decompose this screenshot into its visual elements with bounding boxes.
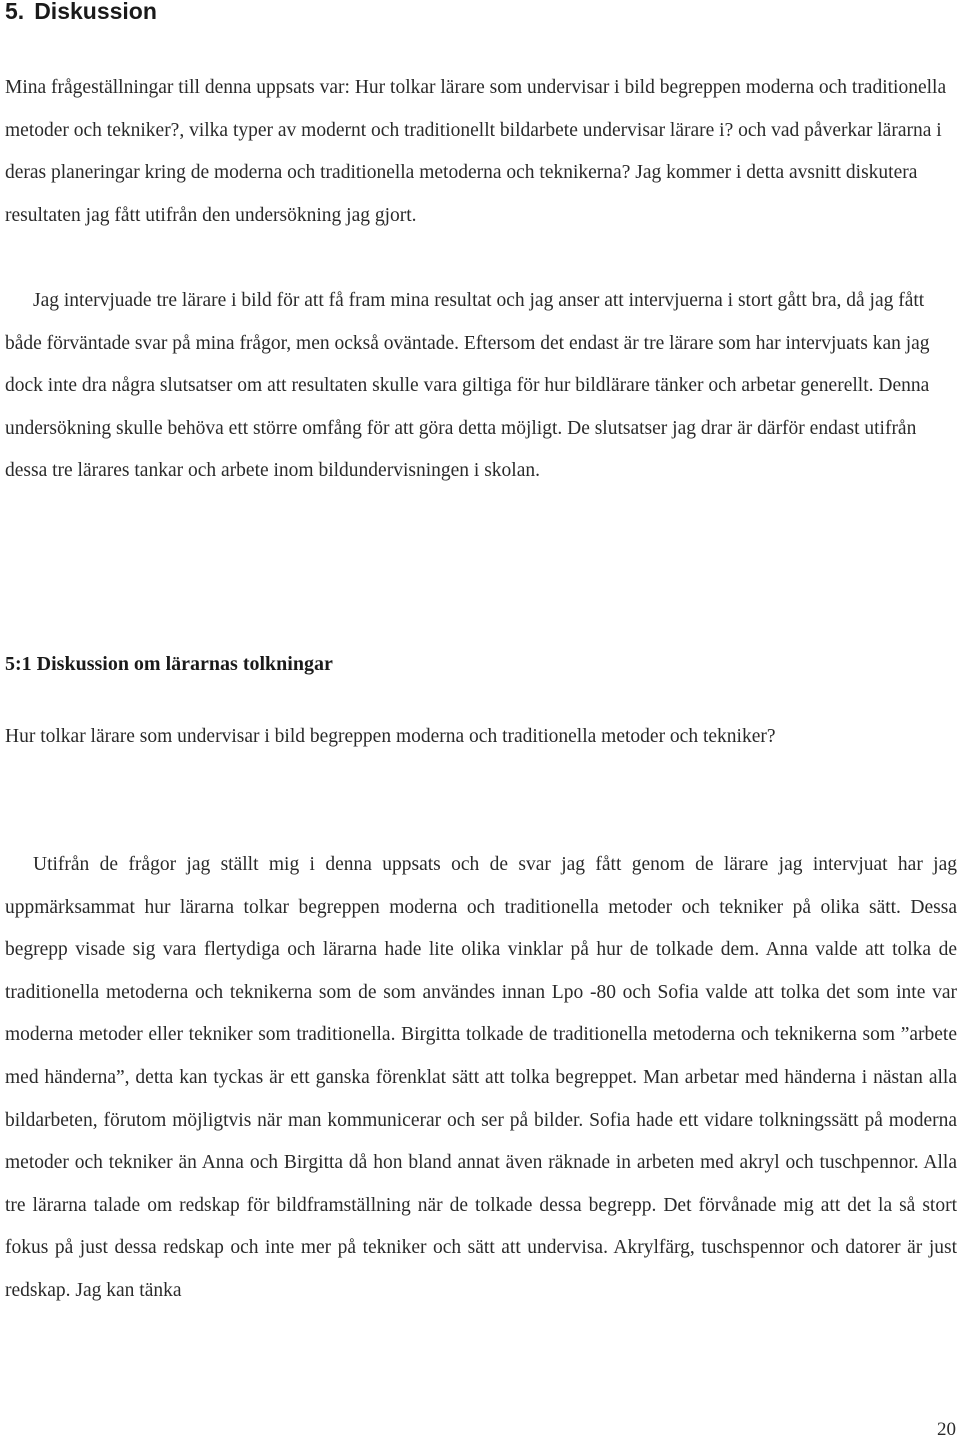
research-question: Hur tolkar lärare som undervisar i bild begreppen moderna och traditionella metoder och tekniker? (5, 726, 776, 747)
chapter-heading (5, 0, 957, 24)
chapter-title: Diskussion (34, 0, 157, 24)
document-page (5, 0, 957, 1301)
page-number: 20 (937, 1419, 956, 1440)
method-paragraph: Jag intervjuade tre lärare i bild för att få fram mina resultat och jag anser att intervjuerna i stort gått bra, då jag fått både förväntade svar på mina frågor, men också oväntade. Eftersom det endast är tre lärare som har intervjuats kan jag dock inte dra några slutsatser om att resultaten skulle vara giltiga för hur bildlärare tänker och arbetar generellt. Denna undersökning skulle behöva ett större omfång för att göra detta möjligt. De slutsatser jag drar är därför endast utifrån dessa tre lärares tankar och arbete inom bildundervisningen i skolan. (5, 290, 930, 482)
intro-paragraph: Mina frågeställningar till denna uppsats var: Hur tolkar lärare som undervisar i bild begreppen moderna och traditionella metoder och tekniker?, vilka typer av modernt och traditionellt bildarbete undervisar lärare i? och vad påverkar lärarna i deras planeringar kring de moderna och traditionella metoderna och teknikerna? Jag kommer i detta avsnitt diskutera resultaten jag fått utifrån den undersökning jag gjort. (5, 77, 947, 226)
chapter-number: 5. (5, 0, 25, 24)
discussion-paragraph: Utifrån de frågor jag ställt mig i denna uppsats och de svar jag fått genom de lärare jag intervjuat har jag uppmärksammat hur lärarna tolkar begreppen moderna och traditionella metoder och tekniker på olika sätt. Dessa begrepp visade sig vara flertydiga och lärarna hade lite olika vinklar på hur de tolkade dem. Anna valde att tolka de traditionella metoderna och teknikerna som de som användes innan Lpo -80 och Sofia valde att tolka det som inte var moderna metoder eller tekniker som traditionella. Birgitta tolkade de traditionella metoderna och teknikerna som ”arbete med händerna”, detta kan tyckas är ett ganska förenklat sätt att tolka begreppet. Man arbetar med händerna i nästan alla bildarbeten, förutom möjligtvis när man kommunicerar och ser på bilder. Sofia hade ett vidare tolkningssätt på moderna metoder och tekniker än Anna och Birgitta då hon bland annat även räknade in arbeten med akryl och tuschpennor. Alla tre lärarna talade om redskap för bildframställning när de tolkade dessa begrepp. Det förvånade mig att det la så stort fokus på just dessa redskap och inte mer på tekniker och sätt att undervisa. Akrylfärg, tuschspennor och datorer är just redskap. Jag kan tänka (5, 854, 957, 1301)
section-heading: 5:1 Diskussion om lärarnas tolkningar (5, 653, 333, 675)
